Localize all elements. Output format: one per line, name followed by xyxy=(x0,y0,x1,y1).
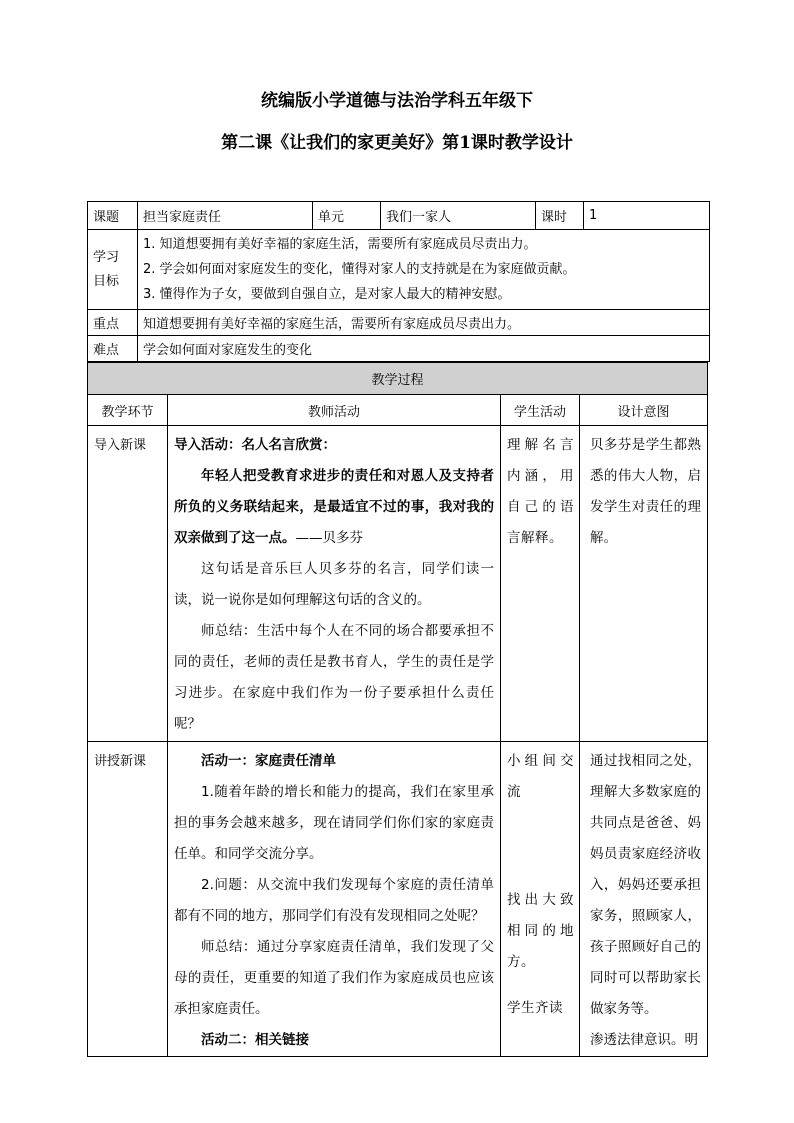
teaching-process-table xyxy=(87,362,708,1057)
intro-activity-title: 导入活动：名人名言欣赏： xyxy=(174,437,336,453)
period-value: 1 xyxy=(584,202,710,230)
difficulty-value: 学会如何面对家庭发生的变化 xyxy=(138,336,710,362)
intro-quote: 年轻人把受教育求进步的责任和对恩人及支持者所负的义务联结起来，是最适宜不过的事，我对我的双亲做到了这一点。 xyxy=(174,468,494,546)
lesson-title: 第二课《让我们的家更美好》第1课时教学设计 xyxy=(221,133,573,153)
topic-value: 担当家庭责任 xyxy=(138,202,313,230)
unit-label: 单元 xyxy=(313,202,381,230)
activity-one-title: 活动一：家庭责任清单 xyxy=(201,753,336,769)
header-design: 设计意图 xyxy=(580,395,708,426)
student-activity-intro xyxy=(501,426,580,742)
process-title: 教学过程 xyxy=(88,363,708,395)
intro-quote-author: ——贝多芬 xyxy=(295,530,363,546)
spacer xyxy=(507,808,574,885)
stage-lecture: 讲授新课 xyxy=(88,742,168,1057)
lecture-design-text-2: 渗透法律意识。明 xyxy=(590,1032,698,1048)
intro-design-text: 贝多芬是学生都熟悉的伟大人物，启发学生对责任的理解。 xyxy=(590,437,702,546)
objectives-list xyxy=(138,230,710,310)
activity-one-paragraph-1: 1.随着年龄的增长和能力的提高，我们在家里承担的事务会越来越多，现在请同学们你们家的家庭责任单。和同学交流分享。 xyxy=(174,784,494,862)
activity-one-paragraph-3: 师总结：通过分享家庭责任清单，我们发现了父母的责任，更重要的知道了我们作为家庭成员也应该承担家庭责任。 xyxy=(174,939,494,1017)
objectives-label xyxy=(88,230,138,310)
lesson-info-table xyxy=(87,201,710,362)
activity-one-paragraph-2: 2.问题：从交流中我们发现每个家庭的责任清单都有不同的地方，那同学们有没有发现相同之处呢？ xyxy=(174,877,494,924)
objective-item: 1. 知道想要拥有美好幸福的家庭生活，需要所有家庭成员尽责出力。 xyxy=(143,237,537,252)
design-intent-intro xyxy=(580,426,708,742)
stage-intro: 导入新课 xyxy=(88,426,168,742)
topic-label: 课题 xyxy=(88,202,138,230)
intro-paragraph-1: 这句话是音乐巨人贝多芬的名言，同学们读一读，说一说你是如何理解这句话的含义的。 xyxy=(174,561,494,608)
document-title: 统编版小学道德与法治学科五年级下 xyxy=(261,91,533,111)
student-activity-lecture xyxy=(501,742,580,1057)
header-stage: 教学环节 xyxy=(88,395,168,426)
header-teacher: 教师活动 xyxy=(168,395,501,426)
difficulty-label: 难点 xyxy=(88,336,138,362)
lecture-student-text-1: 小组间交流 xyxy=(507,753,574,800)
lecture-student-text-3: 学生齐读 xyxy=(507,1000,563,1016)
objectives-label-text: 学习目标 xyxy=(93,249,120,289)
teacher-activity-intro xyxy=(168,426,501,742)
period-label: 课时 xyxy=(536,202,584,230)
objective-item: 2. 学会如何面对家庭发生的变化，懂得对家人的支持就是在为家庭做贡献。 xyxy=(143,262,576,277)
lecture-student-text-2: 找出大致相同的地方。 xyxy=(507,892,574,970)
spacer xyxy=(507,978,574,993)
intro-student-text: 理解名言内涵，用自己的语言解释。 xyxy=(507,437,574,546)
intro-quote-paragraph xyxy=(174,461,494,554)
design-intent-lecture xyxy=(580,742,708,1057)
objective-item: 3. 懂得作为子女，要做到自强自立，是对家人最大的精神安慰。 xyxy=(143,287,511,302)
key-value: 知道想要拥有美好幸福的家庭生活，需要所有家庭成员尽责出力。 xyxy=(138,310,710,336)
activity-two-title: 活动二：相关链接 xyxy=(201,1032,309,1048)
key-label: 重点 xyxy=(88,310,138,336)
unit-value: 我们一家人 xyxy=(381,202,536,230)
lecture-design-text-1: 通过找相同之处，理解大多数家庭的共同点是爸爸、妈妈员责家庭经济收入，妈妈还要承担家务，照顾家人，孩子照顾好自己的同时可以帮助家长做家务等。 xyxy=(590,753,702,1017)
teacher-activity-lecture xyxy=(168,742,501,1057)
header-student: 学生活动 xyxy=(501,395,580,426)
intro-paragraph-2: 师总结：生活中每个人在不同的场合都要承担不同的责任，老师的责任是教书育人，学生的责任是学习进步。在家庭中我们作为一份子要承担什么责任呢？ xyxy=(174,623,494,732)
